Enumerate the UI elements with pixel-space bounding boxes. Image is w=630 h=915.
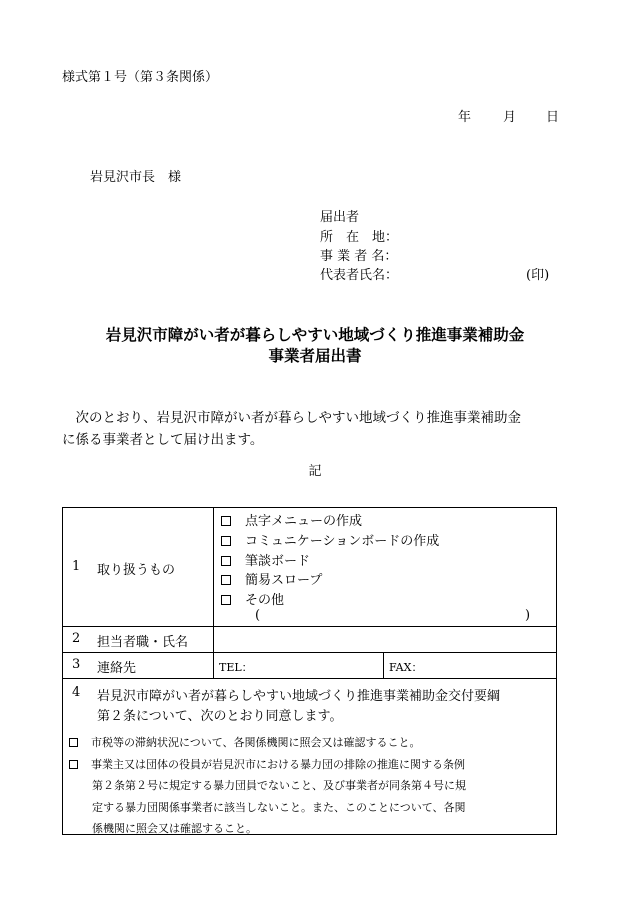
body-text-line-2: に係る事業者として届け出ます。: [62, 432, 264, 448]
row3-label: 連絡先: [97, 661, 137, 676]
row4-number: 4: [72, 685, 81, 700]
applicant-heading: 届出者: [320, 210, 360, 225]
consent-tax-status[interactable]: [69, 734, 421, 750]
consent-antigang-line-3: 定する暴力団関係事業者に該当しないこと。また、このことについて、各関: [92, 801, 466, 814]
option-braille-menu[interactable]: [221, 510, 362, 529]
date-year: 年: [458, 110, 472, 125]
business-name-label: 事 業 者 名：: [320, 249, 398, 264]
other-paren-close: ): [525, 608, 531, 623]
row3-number: 3: [72, 657, 81, 672]
checkbox-icon[interactable]: [221, 575, 231, 585]
document-subtitle: 事業者届出書: [268, 347, 362, 365]
consent-antigang-line-4: 係機関に照会又は確認すること。: [92, 822, 257, 835]
date-month: 月: [503, 110, 517, 125]
fax-label: FAX：: [389, 661, 423, 674]
option-writing-board[interactable]: [221, 550, 310, 569]
checkbox-icon[interactable]: [221, 536, 231, 546]
option-label: 筆談ボード: [245, 554, 311, 569]
checkbox-icon[interactable]: [221, 595, 231, 605]
form-table: [62, 507, 557, 835]
consent-antigang[interactable]: [69, 756, 465, 772]
row1-label: 取り扱うもの: [97, 563, 176, 578]
date-day: 日: [546, 110, 560, 125]
addressee: 岩見沢市長 様: [90, 170, 182, 185]
option-label: 簡易スロープ: [245, 573, 323, 588]
row2-number: 2: [72, 631, 81, 646]
document-title: 岩見沢市障がい者が暮らしやすい地域づくり推進事業補助金: [105, 326, 525, 344]
option-communication-board[interactable]: [221, 530, 439, 549]
row4-line-1: 岩見沢市障がい者が暮らしやすい地域づくり推進事業補助金交付要綱: [97, 689, 501, 704]
representative-label: 代表者氏名：: [320, 268, 399, 283]
checkbox-icon[interactable]: [221, 556, 231, 566]
checkbox-icon[interactable]: [69, 760, 78, 769]
option-label: コミュニケーションボードの作成: [245, 534, 440, 549]
consent-label: 事業主又は団体の役員が岩見沢市における暴力団の排除の推進に関する条例: [91, 758, 465, 771]
body-text-line-1: 次のとおり、岩見沢市障がい者が暮らしやすい地域づくり推進事業補助金: [62, 410, 521, 426]
checkbox-icon[interactable]: [221, 516, 231, 526]
option-other[interactable]: [221, 589, 284, 608]
row4-line-2: 第２条について、次のとおり同意します。: [97, 709, 343, 724]
tel-label: TEL：: [219, 661, 253, 674]
row2-label: 担当者職・氏名: [97, 635, 189, 650]
address-label: 所 在 地：: [320, 230, 399, 245]
other-paren-open: (: [255, 608, 261, 623]
consent-antigang-line-2: 第２条第２号に規定する暴力団員でないこと、及び事業者が同条第４号に規: [92, 779, 466, 792]
ki-heading: 記: [308, 464, 322, 479]
row1-number: 1: [72, 559, 81, 574]
option-simple-slope[interactable]: [221, 569, 322, 588]
checkbox-icon[interactable]: [69, 738, 78, 747]
seal-mark: (印): [526, 268, 550, 283]
form-number: 様式第１号（第３条関係）: [62, 70, 219, 85]
consent-label: 市税等の滞納状況について、各関係機関に照会又は確認すること。: [91, 736, 421, 749]
option-label: 点字メニューの作成: [245, 514, 363, 529]
option-label: その他: [245, 593, 285, 608]
